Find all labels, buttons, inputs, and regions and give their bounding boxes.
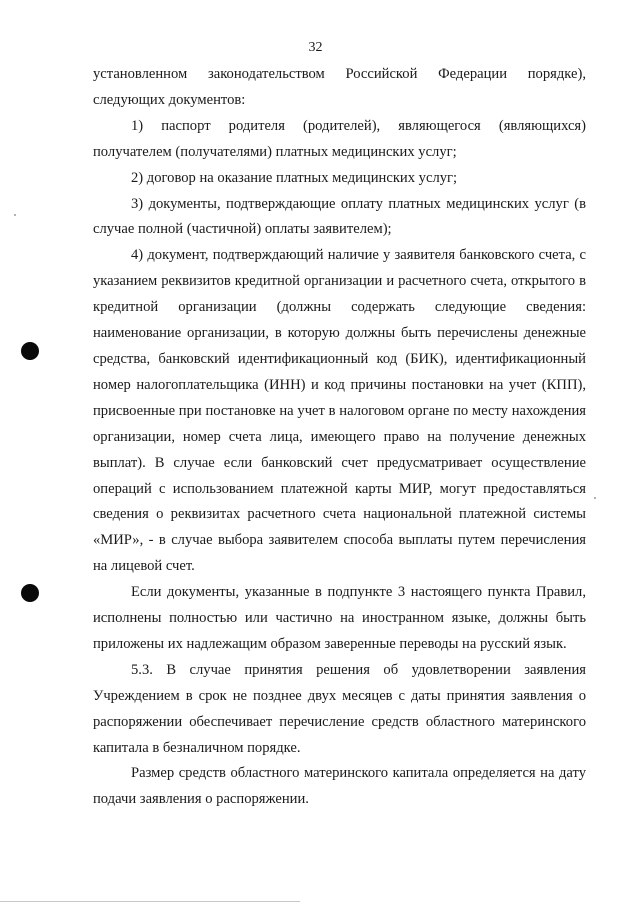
paragraph-capital-amount: Размер средств областного материнского капитала определяется на дату подачи заявления о распоряжении. bbox=[93, 765, 586, 808]
list-item-passport: 1) паспорт родителя (родителей), являющегося (являющихся) получателем (получателями) платных медицинских услуг; bbox=[93, 117, 586, 160]
page-number: 32 bbox=[308, 40, 323, 55]
list-item-bank-account: 4) документ, подтверждающий наличие у заявителя банковского счета, с указанием реквизитов кредитной организации и расчетного счета, открытого в кредитной организации (должны содержать следующие сведения: наименование организации, в которую должны быть перечислены денежные средства, банковский идентификационный код (БИК), идентификационный номер налогоплательщика (ИНН) и код причины постановки на учет (КПП), присвоенные при постановке на учет в налоговом органе по месту нахождения организации, номер счета лица, имеющего право на получение денежных выплат). В случае если банковский счет предусматривает осуществление операций с использованием платежной карты МИР, могут предоставляться сведения о реквизитах расчетного счета национальной платежной системы «МИР», - в случае выбора заявителем способа выплаты путем перечисления на лицевой счет. bbox=[93, 247, 586, 575]
paragraph-foreign-language: Если документы, указанные в подпункте 3 настоящего пункта Правил, исполнены полностью или частично на иностранном языке, должны быть приложены их надлежащим образом заверенные переводы на русский язык. bbox=[93, 584, 586, 652]
scan-speck bbox=[594, 497, 596, 499]
scan-bottom-edge bbox=[0, 901, 300, 902]
punch-hole-mark bbox=[21, 584, 39, 602]
punch-hole-mark bbox=[21, 342, 39, 360]
paragraph-clause-5-3: 5.3. В случае принятия решения об удовлетворении заявления Учреждением в срок не позднее двух месяцев с даты принятия заявления о распоряжении обеспечивает перечисление средств областного материнского капитала в безналичном порядке. bbox=[93, 661, 586, 756]
document-body bbox=[93, 62, 586, 813]
scan-speck bbox=[14, 214, 16, 216]
paragraph-intro: установленном законодательством Российской Федерации порядке), следующих документов: bbox=[93, 66, 586, 108]
list-item-payment-docs: 3) документы, подтверждающие оплату платных медицинских услуг (в случае полной (частичной) оплаты заявителем); bbox=[93, 195, 586, 238]
list-item-contract: 2) договор на оказание платных медицинских услуг; bbox=[131, 169, 458, 186]
